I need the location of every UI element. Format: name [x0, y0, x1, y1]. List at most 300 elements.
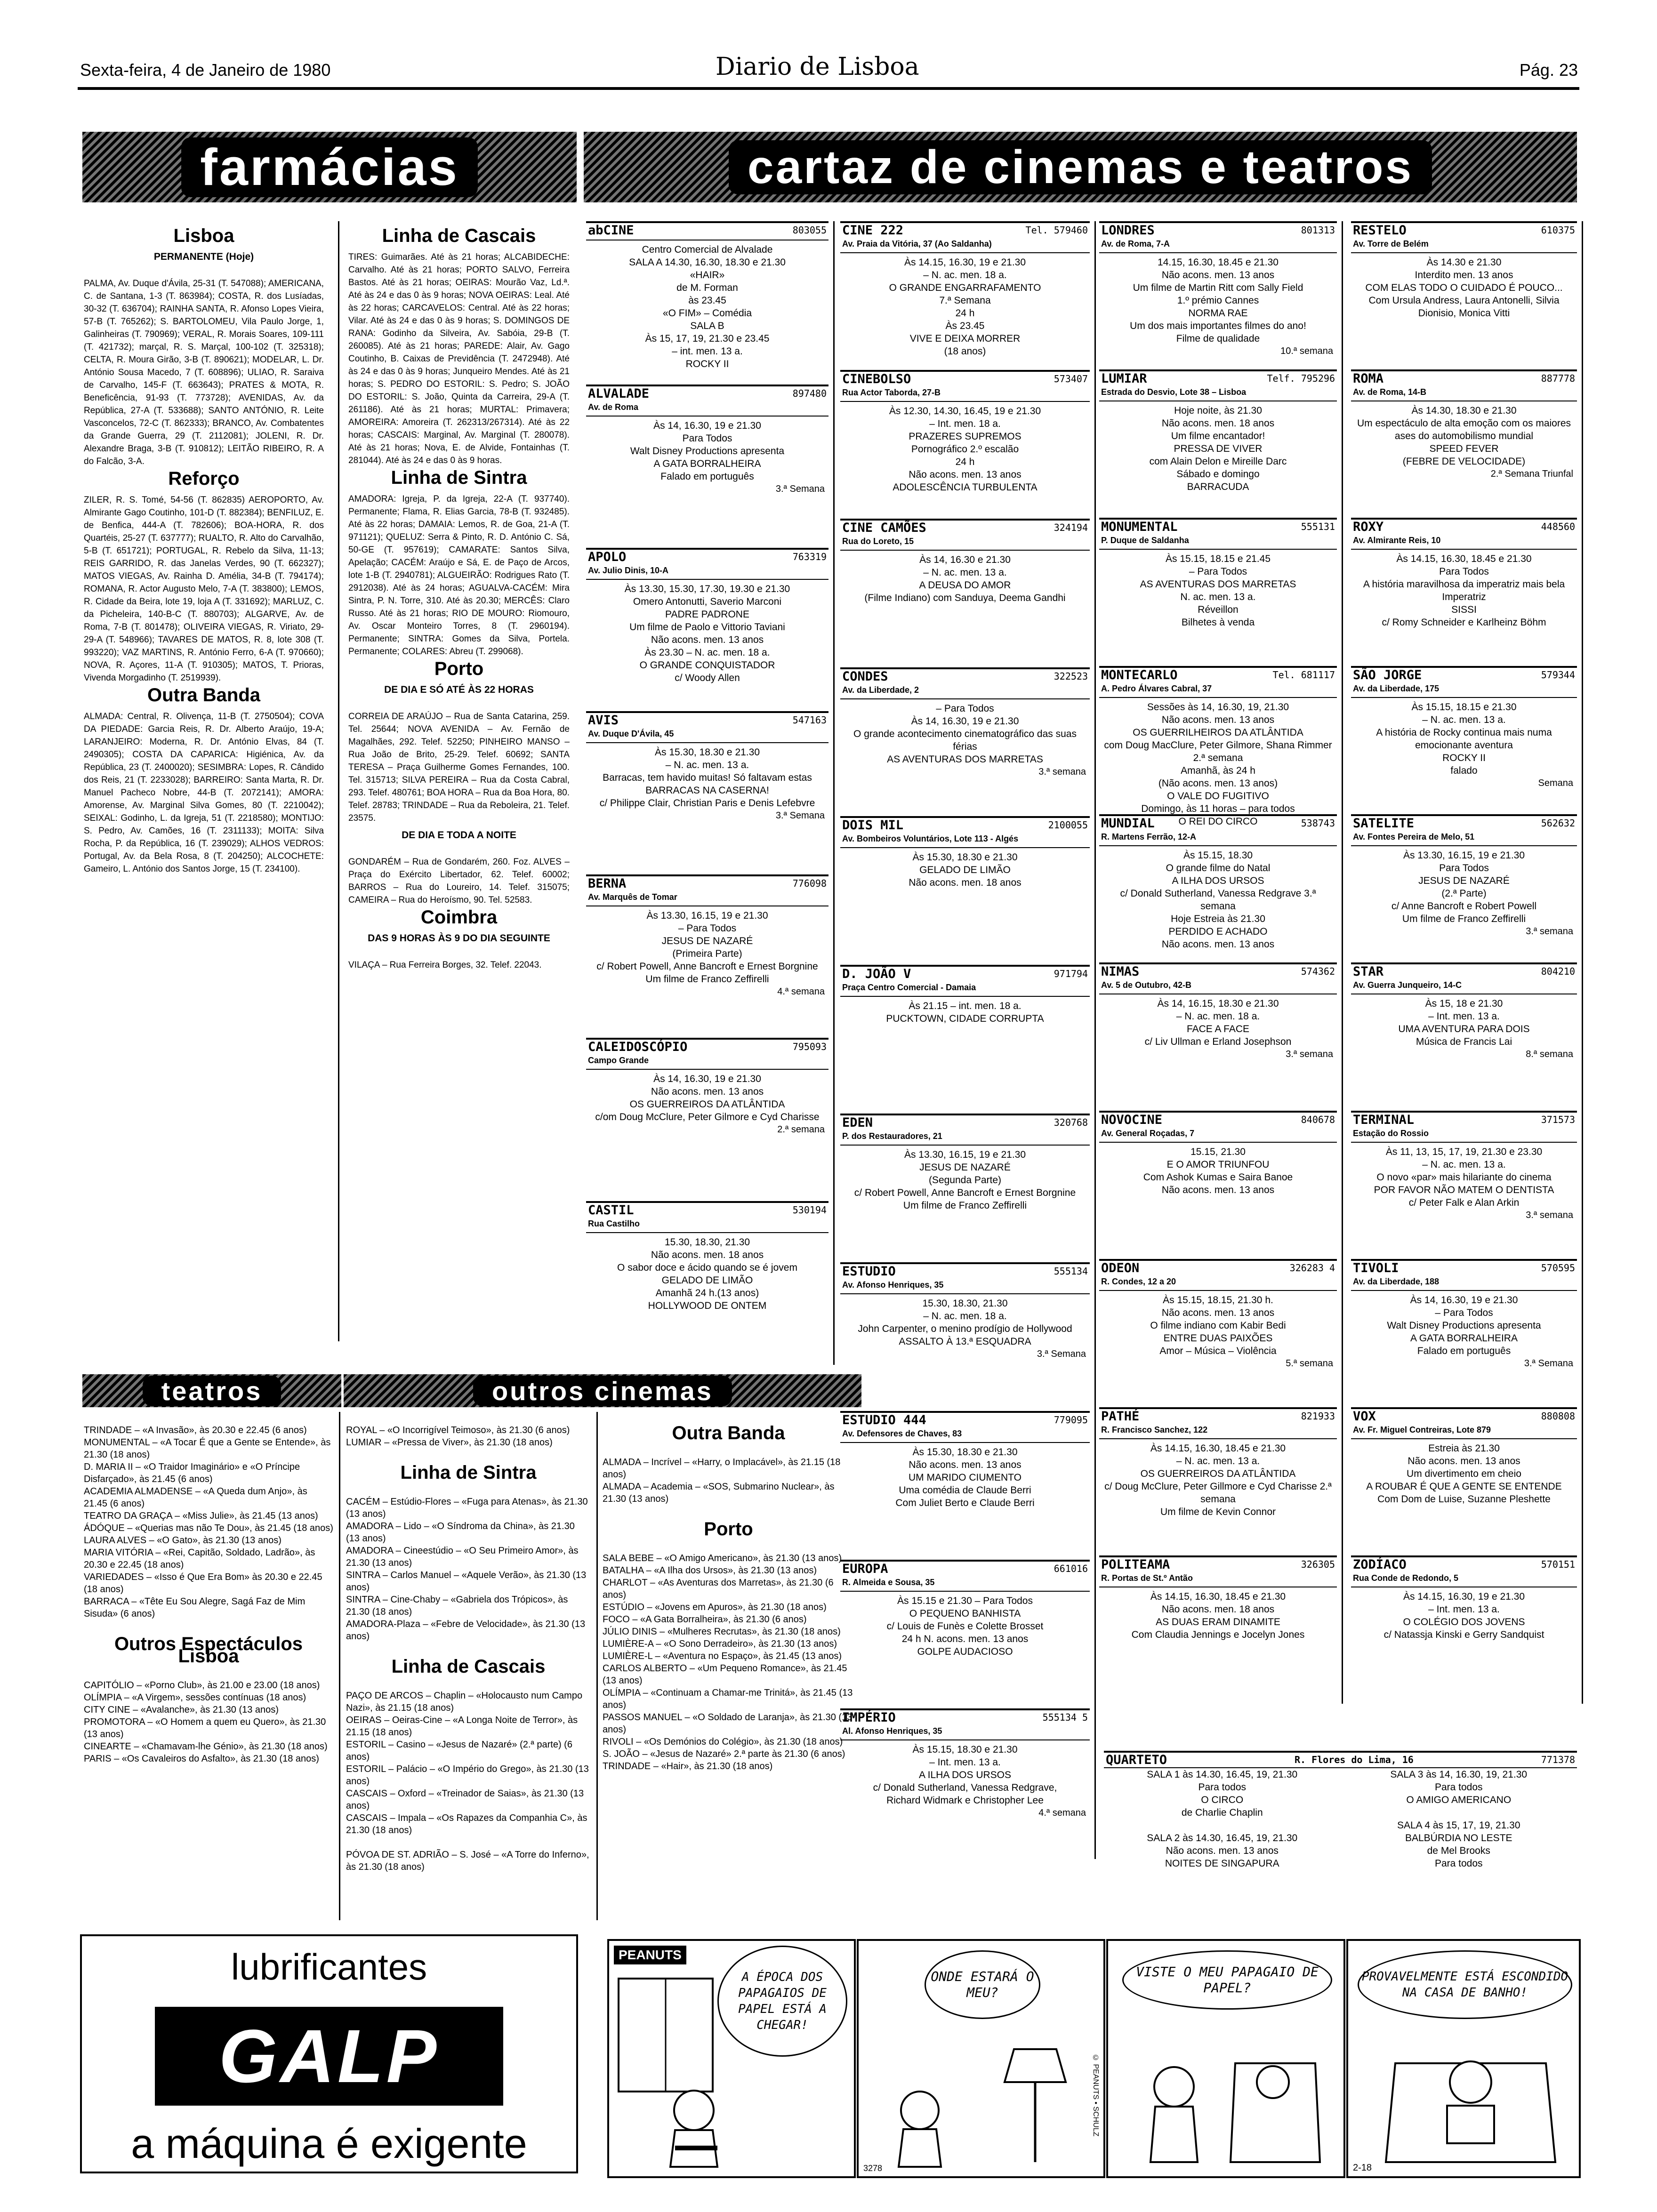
cinema-name-row — [1099, 1557, 1337, 1572]
cinema-listing — [1351, 814, 1577, 961]
cinema-phone: 887778 — [1541, 373, 1575, 384]
cinema-run-week: 3.ª semana — [1526, 926, 1573, 937]
column-divider — [339, 1412, 340, 1920]
cinema-listing — [1351, 1555, 1577, 1702]
cinema-phone: 547163 — [792, 714, 827, 726]
cinema-listing — [1099, 518, 1337, 664]
section-title-cascais: Linha de Cascais — [382, 225, 536, 246]
outros-sintra-list: CACÉM – Estúdio-Flores – «Fuga para Atenas», às 21.30 (13 anos) AMADORA – Lido – «O Síndroma da China», às 21.30 (13 anos) AMADORA – Cineestúdio – «O Seu Primeiro Amor», às 21.30 (13 anos) SINTRA – Carlos Manuel – «Aquele Verão», às 21.30 (13 anos) SINTRA – Cine-Chaby – «Gabriela dos Trópicos», às 21.30 (18 anos) AMADORA-Plaza – «Febre de Velocidade», às 21.30 (13 anos) — [346, 1497, 588, 1642]
cinema-program: Às 14, 16.30, 19 e 21.30 – Para Todos Walt Disney Productions apresenta A GATA BORRALHEIRA Falado em português — [1387, 1295, 1541, 1356]
cinema-program: Às 11, 13, 15, 17, 19, 21.30 e 23.30 – N. ac. men. 13 a. O novo «par» mais hilariante do cinema POR FAVOR NÃO MATEM O DENTISTA c/ Peter Falk e Alan Arkin — [1374, 1146, 1554, 1208]
cinema-listing — [586, 874, 828, 1036]
cinema-name: MONUMENTAL — [1101, 520, 1178, 534]
cinema-name: BERNA — [588, 876, 627, 891]
cinema-run-week: 4.ª semana — [777, 986, 825, 997]
cinema-name-row — [840, 1710, 1090, 1725]
cinema-program: Às 14, 16.15, 18.30 e 21.30 – N. ac. men. 18 a. FACE A FACE c/ Liv Ullman e Erland Josephson — [1144, 998, 1292, 1047]
cinema-name: TERMINAL — [1353, 1113, 1415, 1127]
cinema-name-row — [586, 223, 828, 238]
cinema-listing — [586, 385, 828, 546]
cinema-name: QUARTETO — [1106, 1753, 1167, 1767]
header-date: Sexta-feira, 4 de Janeiro de 1980 — [80, 60, 331, 80]
column-divider — [596, 1412, 598, 1920]
cinema-program: Às 14.15, 16.30, 18.45 e 21.30 – N. ac. men. 13 a. OS GUERREIROS DA ATLÂNTIDA c/ Doug McClure, Peter Gillmore e Cyd Charisse 2.ª semana Um filme de Kevin Connor — [1104, 1443, 1332, 1517]
cinema-address: Av. da Liberdade, 2 — [840, 684, 1090, 699]
speech-bubble: ONDE ESTARÁ O MEU? — [925, 1950, 1040, 2019]
cinema-listing — [840, 370, 1090, 517]
cinema-phone: Tel. 579460 — [1025, 224, 1088, 236]
cinema-address: Rua do Loreto, 15 — [840, 535, 1090, 551]
cinema-name-row — [1351, 520, 1577, 534]
section-title-sintra: Linha de Sintra — [391, 467, 527, 488]
cinema-address: Praça Centro Comercial - Damaia — [840, 981, 1090, 997]
cinema-name-row — [1351, 1113, 1577, 1127]
cinema-address: P. Duque de Saldanha — [1099, 534, 1337, 550]
reforco-list: ZILER, R. S. Tomé, 54-56 (T. 862835) AEROPORTO, Av. Almirante Gago Coutinho, 101-D (T. 882384); BENFILUZ, E. de Benfica, 444-A (T. 782606); BOA-HORA, R. dos Quartéis, 25-27 (T. 637777); RUALTO, R. Alto do Carvalhão, 5-B (T. 651721); PORTUGAL, R. Rebelo da Silva, 11-13; REIS GARRIDO, R. das Janelas Verdes, 90 (T. 662327); MATOS VIEGAS, Av. Rainha D. Amélia, 34-B (T. 794174); ROMANA, R. Actor Augusto Melo, 7-A (T. 383800); LEMOS, R. Cidade da Beira, lote 19, loja A (T. 331692); MARLUZ, C. da Picheleira, 140-B-C (T. 880703); ALGARVE, Av. de Roma, 7-B (T. 801478); OLIVEIRA VIEGAS, R. Viriato, 29-29-A (T. 548966); TAVARES DE MATOS, R. 8, lote 308 (T. 993220); VAZ MARTINS, R. António Ferro, 6-A (T. 970660); NOVA, R. Açores, 11-A (T. 910305); MATOS, T. Prioras, Vivenda Morgadinho (T. 2519939). — [84, 495, 324, 683]
speech-bubble: A ÉPOCA DOS PAPAGAIOS DE PAPEL ESTÁ A CHEGAR! — [717, 1946, 847, 2057]
comic-title: PEANUTS — [614, 1946, 686, 1964]
outros-lisboa-list: ROYAL – «O Incorrigível Teimoso», às 21.30 (6 anos) LUMIAR – «Pressa de Viver», às 21.30 (18 anos) — [346, 1425, 570, 1448]
cinema-name: APOLO — [588, 550, 627, 564]
cinema-address: R. Francisco Sanchez, 122 — [1099, 1424, 1337, 1439]
ad-headline: lubrificantes — [231, 1946, 427, 1988]
cinema-name: D. JOÃO V — [842, 967, 911, 981]
cinema-listing — [586, 1201, 828, 1362]
cinema-listing — [1351, 221, 1577, 368]
cinema-listing — [840, 1411, 1090, 1558]
cinema-name: VOX — [1353, 1409, 1376, 1424]
cinema-name: CINEBOLSO — [842, 372, 911, 386]
cinema-phone: 555134 5 — [1042, 1712, 1088, 1723]
cinema-name-row — [1099, 668, 1337, 682]
cinema-phone: 971794 — [1054, 968, 1088, 979]
cinema-name-row — [1099, 816, 1337, 831]
porto-subtitle: DE DIA E SÓ ATÉ ÀS 22 HORAS — [384, 684, 534, 695]
comic-panel-3 — [1106, 1939, 1345, 2178]
cinema-phone: 573407 — [1054, 373, 1088, 385]
cinema-listing — [1351, 1111, 1577, 1257]
cinema-listing — [1099, 814, 1337, 961]
cinema-address: Av. Fontes Pereira de Melo, 51 — [1351, 831, 1577, 846]
cinema-address: Campo Grande — [586, 1054, 828, 1070]
outros-porto-title: Porto — [704, 1519, 753, 1539]
cinema-name-row — [586, 386, 828, 401]
cinema-name-row — [1351, 1557, 1577, 1572]
outros-cascais-list: PAÇO DE ARCOS – Chaplin – «Holocausto num Campo Nazi», às 21.15 (18 anos) OEIRAS – Oeiras-Cine – «A Longa Noite de Terror», às 21.15 (18 anos) ESTORIL – Casino – «Jesus de Nazaré» (2.ª parte) (6 anos) ESTORIL – Palácio – «O Império do Grego», às 21.30 (13 anos) CASCAIS – Oxford – «Treinador de Saias», às 21.30 (13 anos) CASCAIS – Impala – «Os Rapazes da Companhia C», às 21.30 (18 anos) PÓVOA DE ST. ADRIÃO – S. José – «A Torre do Inferno», às 21.30 (18 anos) — [346, 1691, 589, 1872]
cinema-run-week: 3.ª Semana — [1037, 1349, 1086, 1359]
cinema-address: Av. Torre de Belém — [1351, 238, 1577, 253]
page-number: Pág. 23 — [1519, 60, 1578, 80]
cinema-program: – Para Todos Às 14, 16.30, 19 e 21.30 O grande acontecimento cinematográfico das suas férias AS AVENTURAS DOS MARRETAS — [853, 703, 1077, 765]
cinema-address: A. Pedro Álvares Cabral, 37 — [1099, 682, 1337, 698]
cinema-listing — [1351, 666, 1577, 812]
cinema-address: Av. Defensores de Chaves, 83 — [840, 1427, 1090, 1443]
cinema-name: RESTELO — [1353, 223, 1407, 238]
cinema-listing — [586, 221, 828, 383]
cinema-phone: 579344 — [1541, 669, 1575, 681]
lisboa-list: PALMA, Av. Duque d'Ávila, 25-31 (T. 547088); AMERICANA, C. de Santana, 1-3 (T. 863984); COSTA, R. dos Lusíadas, 30-32 (T. 636704); RAINHA SANTA, R. Afonso Lopes Vieira, 57-B (T. 765262); S. BARTOLOMEU, Vila Paulo Jorge, 1, Galinheiras (T. 790969); VERAL, R. Morais Soares, 109-111 (T. 421732); marçal, R. S. Marçal, 100-102 (T. 325318); CELTA, R. Moura Girão, 3-B (T. 890621); MODELAR, L. Dr. António Sousa Macedo, 7 (T. 608896); ULIAO, R. Saraiva de Carvalho, 145-F (T. 663643); PRATES & MOTA, R. Beneficência, 91-93 (T. 773728); AVENIDAS, Av. da República, 27-A (T. 533688); SANTO ANTÓNIO, R. Leite Vasconcelos, 72-C (T. 862333); BRANCO, Av. Combatentes da Grande Guerra, 29 (T. 2112081); JOLENI, R. Dr. Alexandre Braga, 3-B (T. 910812); LEITÃO RIBEIRO, R. A do Falcão, 3-A. — [84, 279, 324, 466]
cinema-phone: 795093 — [792, 1041, 827, 1052]
cinema-phone: 897480 — [792, 388, 827, 399]
cinema-program: Às 13.30, 16.15, 19 e 21.30 – Para Todos JESUS DE NAZARÉ (Primeira Parte) c/ Robert Powell, Anne Bancroft e Ernest Borgnine Um filme de Franco Zeffirelli — [596, 910, 818, 985]
cinema-name-row — [840, 223, 1090, 238]
cinema-address: Av. Marquês de Tomar — [586, 891, 828, 906]
cinema-run-week: 3.ª Semana — [775, 810, 825, 821]
cinema-name: SÃO JORGE — [1353, 668, 1422, 682]
outros-cinemas-banner: outros cinemas — [344, 1374, 861, 1407]
cinema-name-row — [1351, 668, 1577, 682]
galp-logo: GALP — [155, 2007, 503, 2106]
cinema-address: Av. Bombeiros Voluntários, Lote 113 - Algés — [840, 833, 1090, 848]
column-divider — [1342, 221, 1343, 1704]
cinema-run-week: 3.ª semana — [1526, 1210, 1573, 1220]
cinema-listing — [1351, 369, 1577, 516]
cinema-name-row — [840, 1562, 1090, 1576]
cinema-phone: 2100055 — [1048, 819, 1088, 831]
cinema-name: SATELITE — [1353, 816, 1415, 831]
cinema-name: CASTIL — [588, 1203, 634, 1218]
cinema-program: Às 12.30, 14.30, 16.45, 19 e 21.30 – Int. men. 18 a. PRAZERES SUPREMOS Pornográfico 2.º escalão 24 h Não acons. men. 13 anos ADOLESCÊNCIA TURBULENTA — [889, 406, 1041, 493]
cinema-phone: 570151 — [1541, 1559, 1575, 1570]
cinema-address: Av. Praia da Vitória, 37 (Ao Saldanha) — [840, 238, 1090, 253]
cinema-address: Av. Guerra Junqueiro, 14-C — [1351, 979, 1577, 994]
cinema-name: CINE CAMÕES — [842, 521, 926, 535]
cinema-address: Av. Fr. Miguel Contreiras, Lote 879 — [1351, 1424, 1577, 1439]
cinema-program: Hoje noite, às 21.30 Não acons. men. 18 anos Um filme encantador! PRESSA DE VIVER com Alain Delon e Mireille Darc Sábado e domingo BARRACUDA — [1149, 405, 1287, 492]
cinema-name: AVIS — [588, 713, 619, 728]
outros-outra-banda-title: Outra Banda — [672, 1423, 785, 1443]
cinema-program: Às 13.30, 16.15, 19 e 21.30 JESUS DE NAZARÉ (Segunda Parte) c/ Robert Powell, Anne Bancroft e Ernest Borgnine Um filme de Franco Zeffirelli — [854, 1149, 1076, 1211]
cinema-program: Às 14.15, 16.30, 19 e 21.30 – N. ac. men. 18 a. O GRANDE ENGARRAFAMENTO 7.ª Semana 24 h Às 23.45 VIVE E DEIXA MORRER (18 anos) — [889, 257, 1041, 357]
cinema-listing — [1351, 1407, 1577, 1554]
cinema-name: IMPÉRIO — [842, 1710, 896, 1725]
cinema-name: EUROPA — [842, 1562, 888, 1576]
cinema-name-row — [840, 1413, 1090, 1427]
cinema-program: 15.30, 18.30, 21.30 Não acons. men. 18 anos O sabor doce e ácido quando se é jovem GELADO DE LIMÃO Amanhã 24 h.(13 anos) HOLLYWOOD DE ONTEM — [617, 1237, 797, 1311]
cinema-program: Às 15.30, 18.30 e 21.30 GELADO DE LIMÃO Não acons. men. 18 anos — [909, 852, 1022, 888]
cinema-address: Av. de Roma — [586, 401, 828, 417]
cinema-listing — [840, 1114, 1090, 1260]
comic-number: 3278 — [863, 2164, 883, 2173]
cinema-listing — [840, 221, 1090, 368]
outros-porto-list: SALA BEBE – «O Amigo Americano», às 21.30 (13 anos) BATALHA – «A Ilha dos Ursos», às 21.30 (13 anos) CHARLOT – «As Aventuras dos Marretas», às 21.30 (6 anos) ESTÚDIO – «Jovens em Apuros», às 21.30 (18 anos) FOCO – «A Gata Borralheira», às 21.30 (6 anos) JÚLIO DINIS – «Mulheres Recrutas», às 21.30 (18 anos) LUMIÈRE-A – «O Sono Derradeiro», às 21.30 (13 anos) LUMIÈRE-L – «Aventura no Espaço», às 21.45 (13 anos) CARLOS ALBERTO – «Um Pequeno Romance», às 21.45 (13 anos) OLÍMPIA – «Continuam a Chamar-me Trinitá», às 21.45 (13 anos) PASSOS MANUEL – «O Soldado de Laranja», às 21.30 (13 anos) RIVOLI – «Os Demónios do Colégio», às 21.30 (18 anos) S. JOÃO – «Jesus de Nazaré» 2.ª parte às 21.30 (6 anos) TRINDADE – «Hair», às 21.30 (18 anos) — [603, 1553, 853, 1771]
farmacias-banner: farmácias — [82, 132, 577, 202]
cinema-phone: 574362 — [1301, 966, 1335, 977]
cinema-name-row — [586, 713, 828, 728]
cinema-name-row — [1351, 371, 1577, 386]
section-title-outra-banda: Outra Banda — [147, 685, 261, 705]
cinema-program: Às 15.15, 18.30 O grande filme do Natal A ILHA DOS URSOS c/ Donald Sutherland, Vanessa Redgrave 3.ª semana Hoje Estreia às 21.30 PERDIDO E ACHADO Não acons. men. 13 anos — [1120, 850, 1316, 950]
cinema-listing — [1099, 1111, 1337, 1257]
cinema-name: MUNDIAL — [1101, 816, 1155, 831]
cinema-listing — [586, 1038, 828, 1199]
cinema-address: R. Condes, 12 a 20 — [1099, 1275, 1337, 1291]
cinema-phone: 538743 — [1301, 817, 1335, 829]
quarteto-rooms-left: SALA 1 às 14.30, 16.45, 19, 21.30 Para todos O CIRCO de Charlie Chaplin SALA 2 às 14.30, 16.45, 19, 21.30 Não acons. men. 13 anos NOITES DE SINGAPURA — [1147, 1769, 1298, 1869]
sintra-list: AMADORA: Igreja, P. da Igreja, 22-A (T. 937740). Permanente; Flama, R. Elias Garcia, 78-B (T. 932485). Até às 22 horas; DAMAIA: Lemos, R. de Goa, 21-A (T. 971121); QUELUZ: Serra & Pinto, R. D. António C. Sá, 50-GE (T. 957619); CAMARATE: Santos Silva, Apelação; CACÉM: Araújo e Sá, E. de Paço de Arcos, lote 1-B (T. 2940781); ALGUEIRÃO: Rodrigues Rato (T. 2912038). Até às 24 horas; AGUALVA-CACÉM: Mira Sintra, P. N. Torre, 310. Até às 20.30; MERCÊS: Claro Russo. Até às 21 horas; RIO DE MOURO: Riomouro, Av. Oscar Monteiro Torres, 8 (T. 2960194). Permanente; SINTRA: Gomes da Silva, Portela. Permanente; COLARES: Abreu (T. 299068). — [348, 494, 570, 657]
speech-bubble: VISTE O MEU PAPAGAIO DE PAPEL? — [1122, 1950, 1332, 2010]
outros-column-right — [603, 1412, 854, 1925]
section-title-lisboa: Lisboa — [173, 225, 234, 246]
cinema-name-row — [1099, 371, 1337, 386]
cinema-phone: 555134 — [1054, 1266, 1088, 1277]
cinema-address: R. Martens Ferrão, 12-A — [1099, 831, 1337, 846]
cinema-phone: 324194 — [1054, 522, 1088, 533]
cinema-run-week: 3.ª Semana — [775, 484, 825, 494]
cinema-phone: 530194 — [792, 1204, 827, 1216]
cinema-phone: 371573 — [1541, 1114, 1575, 1125]
column-divider — [1094, 221, 1096, 1859]
cinema-phone: 801313 — [1301, 224, 1335, 236]
cinema-listing — [1099, 962, 1337, 1109]
cinema-address: Rua Castilho — [586, 1218, 828, 1233]
cinema-program: Às 15.30, 18.30 e 21.30 Não acons. men. 13 anos UM MARIDO CIUMENTO Uma comédia de Claude Berri Com Juliet Berto e Claude Berri — [895, 1447, 1035, 1508]
cinema-name-row — [1099, 223, 1337, 238]
comic-credit: © PEANUTS • SCHULZ — [1092, 2054, 1100, 2137]
cinema-program: Às 15.15, 18.30 e 21.30 – Int. men. 13 a. A ILHA DOS URSOS c/ Donald Sutherland, Vanessa Redgrave, Richard Widmark e Christopher Lee — [873, 1744, 1057, 1806]
cinema-address: R. Flores do Lima, 16 — [1294, 1754, 1414, 1765]
cinema-program: Às 14.15, 16.30, 18.45 e 21.30 Para Todos A história maravilhosa da imperatriz mais bela Imperatriz SISSI c/ Romy Schneider e Karlheinz Böhm — [1363, 553, 1565, 628]
cinema-phone: 776098 — [792, 878, 827, 889]
cinema-program: Às 15, 18 e 21.30 – Int. men. 13 a. UMA AVENTURA PARA DOIS Música de Francis Lai — [1398, 998, 1530, 1047]
cinema-listing — [1099, 1555, 1337, 1702]
cinema-name-row — [1099, 1261, 1337, 1275]
cinema-phone: 804210 — [1541, 966, 1575, 977]
comic-date: 2-18 — [1353, 2163, 1372, 2173]
cinema-quarteto — [1104, 1751, 1577, 1941]
cinema-program: 15.30, 18.30, 21.30 – N. ac. men. 18 a. John Carpenter, o menino prodígio de Hollywood ASSALTO À 13.ª ESQUADRA — [858, 1298, 1072, 1347]
cinema-name-row — [1351, 223, 1577, 238]
comic-panel-1 — [607, 1939, 856, 2178]
section-title-reforco: Reforço — [168, 468, 240, 489]
cinema-name: TIVOLI — [1353, 1261, 1399, 1275]
cinema-name: STAR — [1353, 964, 1384, 979]
porto-list-2: GONDARÉM – Rua de Gondarém, 260. Foz. ALVES – Praça do Exército Libertador, 62. Telef. 60002; BARROS – Rua do Loureiro, 14. Telef. 315075; CAMEIRA – Rua do Heroísmo, 90. Tel. 52583. — [348, 857, 570, 905]
cinema-address: Av. Duque D'Ávila, 45 — [586, 728, 828, 743]
cinema-address: Av. Afonso Henriques, 35 — [840, 1279, 1090, 1294]
cinema-name-row — [586, 550, 828, 564]
cinema-name: ESTUDIO — [842, 1264, 896, 1279]
cinema-phone: 326283 4 — [1289, 1262, 1335, 1274]
cinema-listing — [840, 1262, 1090, 1409]
cinema-listing — [840, 1708, 1090, 1855]
cinema-address: Al. Afonso Henriques, 35 — [840, 1725, 1090, 1740]
comic-panel-4 — [1346, 1939, 1581, 2178]
ad-slogan: a máquina é exigente — [131, 2120, 527, 2167]
cinema-address: Rua Conde de Redondo, 5 — [1351, 1572, 1577, 1587]
cinema-program: Às 21.15 – int. men. 18 a. PUCKTOWN, CIDADE CORRUPTA — [886, 1001, 1044, 1024]
cinema-name-row — [840, 372, 1090, 386]
cinema-address: Av. de Roma, 7-A — [1099, 238, 1337, 253]
cinema-program: Às 14, 16.30, 19 e 21.30 Para Todos Walt Disney Productions apresenta A GATA BORRALHEIRA Falado em português — [630, 420, 785, 482]
cinema-listing — [1099, 221, 1337, 368]
cinema-phone: 763319 — [792, 551, 827, 562]
section-title-porto: Porto — [434, 658, 484, 679]
cinema-name: NOVOCINE — [1101, 1113, 1163, 1127]
header-rule — [78, 87, 1579, 90]
cinema-name: ROMA — [1353, 371, 1384, 386]
cinema-name: ESTUDIO 444 — [842, 1413, 926, 1427]
cinema-program: Às 14.15, 16.30, 18.45 e 21.30 Não acons. men. 18 anos AS DUAS ERAM DINAMITE Com Claudia Jennings e Jocelyn Jones — [1131, 1591, 1305, 1640]
cinema-phone: 610375 — [1541, 224, 1575, 236]
cinema-name-row — [1351, 1261, 1577, 1275]
cinema-name-row — [840, 669, 1090, 684]
cinema-listing — [1351, 962, 1577, 1109]
cinema-name-row — [1351, 1409, 1577, 1424]
cinema-name: ALVALADE — [588, 386, 650, 401]
cinema-address: Av. Julio Dinis, 10-A — [586, 564, 828, 580]
cinema-program: Às 13.30, 15.30, 17.30, 19.30 e 21.30 Omero Antonutti, Saverio Marconi PADRE PADRONE Um filme de Paolo e Vittorio Taviani Não acons. men. 13 anos Às 23.30 – N. ac. men. 18 a. O GRANDE CONQUISTADOR c/ Woody Allen — [624, 584, 790, 683]
cinema-name-row — [1099, 964, 1337, 979]
girl-in-chair-drawing — [1348, 1941, 1579, 2176]
cinema-run-week: 3.ª Semana — [1524, 1358, 1573, 1369]
porto-subtitle-2: DE DIA E TODA A NOITE — [402, 830, 516, 841]
cinema-listing — [586, 711, 828, 873]
outros-espectaculos-title: Outros Espectáculos Lisboa — [114, 1634, 303, 1667]
cinema-program: 14.15, 16.30, 18.45 e 21.30 Não acons. men. 13 anos Um filme de Martin Ritt com Sally Field 1.º prémio Cannes NORMA RAE Um dos mais importantes filmes do ano! Filme de qualidade — [1130, 257, 1306, 344]
cinema-listing — [840, 519, 1090, 665]
outros-cascais-title: Linha de Cascais — [391, 1656, 546, 1677]
permanente-label: PERMANENTE (Hoje) — [153, 251, 254, 262]
teatros-list: TRINDADE – «A Invasão», às 20.30 e 22.45 (6 anos) MONUMENTAL – «A Tocar É que a Gente se Entende», às 21.30 (18 anos) D. MARIA II – «O Traidor Imaginário» e «O Príncipe Disfarçado», às 21.45 (6 anos) ACADEMIA ALMADENSE – «A Queda dum Anjo», às 21.45 (6 anos) TEATRO DA GRAÇA – «Miss Julie», às 21.45 (13 anos) ÁDÓQUE – «Querias mas não Te Dou», às 21.45 (18 anos) LAURA ALVES – «O Gato», às 21.30 (13 anos) MARIA VITÓRIA – «Rei, Capitão, Soldado, Ladrão», às 20.30 e 22.45 (18 anos) VARIEDADES – «Isso é Que Era Bom» às 20.30 e 22.45 (18 anos) BARRACA – «Tête Eu Sou Alegre, Sagá Faz de Mim Sisuda» (6 anos) — [84, 1425, 333, 1619]
cinema-name: abCINE — [588, 223, 634, 238]
cinema-program: Às 13.30, 16.15, 19 e 21.30 Para Todos JESUS DE NAZARÉ (2.ª Parte) c/ Anne Bancroft e Robert Powell Um filme de Franco Zeffirelli — [1391, 850, 1537, 924]
outra-banda-list: ALMADA: Central, R. Olivença, 11-B (T. 2750504); COVA DA PIEDADE: Garcia Reis, R. Dr. Alberto Araújo, 19-A; LARANJEIRO: Moderna, R. Dr. António Elvas, 84 (T. 2490305); COSTA DA CAPARICA: Higiénica, Av. da República, 23 (T. 2400020); SESIMBRA: Lopes, R. Cândido dos Reis, 21 (T. 2233028); BARREIRO: Santa Marta, R. Dr. Manuel Pacheco Nobre, 44-B (T. 2072141); AMORA: Amorense, Av. Marginal Silva Gomes, 80 (T. 2210042); SEIXAL: Godinho, L. da Igreja, 51 (T. 2218580); MONTIJO: S. Pedro, Av. Camões, 16 (T. 2311133); MOITA: Silva Rocha, P. da República, 16 (T. 239029); ALHOS VEDROS: Portugal, Av. da Bela Rosa, 8 (T. 204250); ALCOCHETE: Gameiro, L. António dos Santos Jorge, 15 (T. 234100). — [84, 712, 324, 874]
column-divider — [833, 221, 835, 1365]
cinema-address: Estação do Rossio — [1351, 1127, 1577, 1143]
cinema-phone: 322523 — [1054, 671, 1088, 682]
cinema-phone: 803055 — [792, 224, 827, 236]
cinema-run-week: Semana — [1538, 778, 1573, 788]
cinema-phone: Tel. 681117 — [1272, 669, 1335, 681]
cinema-listing — [1351, 518, 1577, 664]
column-divider — [338, 221, 339, 1341]
cinema-listing — [840, 965, 1090, 1112]
cinema-program: Às 14.15, 16.30, 19 e 21.30 – Int. men. 13 a. O COLÉGIO DOS JOVENS c/ Natassja Kinski e Gerry Sandquist — [1384, 1591, 1544, 1640]
cinema-run-week: 10.ª semana — [1280, 346, 1333, 356]
cinema-name-row — [840, 521, 1090, 535]
cinema-name-row — [586, 1040, 828, 1054]
cinema-name-row — [1104, 1753, 1577, 1767]
pharmacy-column-left — [84, 226, 324, 1337]
cinema-name: ZODÍACO — [1353, 1557, 1407, 1572]
cinema-address: Estrada do Desvio, Lote 38 – Lisboa — [1099, 386, 1337, 401]
cinema-program: Sessões às 14, 16.30, 19, 21.30 Não acons. men. 13 anos OS GUERRILHEIROS DA ATLÂNTIDA com Doug MacClure, Peter Gilmore, Shana Rimmer 2.ª semana Amanhã, às 24 h (Não acons. men. 13 anos) O VALE DO FUGITIVO Domingo, às 11 horas – para todos O REI DO CIRCO — [1104, 702, 1332, 827]
cinema-address: R. Almeida e Sousa, 35 — [840, 1576, 1090, 1592]
cinema-name-row — [1099, 520, 1337, 534]
cinema-name-row — [840, 1115, 1090, 1130]
cinema-name-row — [840, 967, 1090, 981]
cinema-address: Av. General Roçadas, 7 — [1099, 1127, 1337, 1143]
cinema-address: Av. da Liberdade, 175 — [1351, 682, 1577, 698]
cinema-name: CINE 222 — [842, 223, 904, 238]
galp-advertisement — [80, 1934, 578, 2173]
cinema-program: Às 14, 16.30, 19 e 21.30 Não acons. men. 13 anos OS GUERREIROS DA ATLÂNTIDA c/om Doug McClure, Peter Gilmore e Cyd Charisse — [595, 1074, 820, 1122]
cinema-phone: 661016 — [1054, 1563, 1088, 1574]
cinema-name: CONDES — [842, 669, 888, 684]
cinema-listing — [586, 548, 828, 709]
cinema-phone: 326305 — [1301, 1559, 1335, 1570]
cinema-run-week: 2.ª Semana Triunfal — [1490, 469, 1573, 479]
cinema-name: PATHÉ — [1101, 1409, 1140, 1424]
comic-panel-2 — [857, 1939, 1105, 2178]
cinema-name: CALEIDOSCÓPIO — [588, 1040, 688, 1054]
lamp-scene-drawing — [859, 1941, 1103, 2176]
cinema-listing — [840, 1560, 1090, 1707]
cinema-name-row — [1351, 964, 1577, 979]
cinema-name: ROXY — [1353, 520, 1384, 534]
cinema-name: MONTECARLO — [1101, 668, 1178, 682]
outros-column-middle — [346, 1412, 591, 1925]
cinema-phone: 821933 — [1301, 1411, 1335, 1422]
newspaper-masthead: Diario de Lisboa — [716, 53, 919, 81]
cinema-name-row — [1099, 1113, 1337, 1127]
cinema-address: P. dos Restauradores, 21 — [840, 1130, 1090, 1146]
cinema-name: POLITEAMA — [1101, 1557, 1170, 1572]
cinema-phone: 840678 — [1301, 1114, 1335, 1125]
speech-bubble: PROVAVELMENTE ESTÁ ESCONDIDO NA CASA DE BANHO! — [1358, 1950, 1572, 2019]
outros-espectaculos-list: CAPITÓLIO – «Porno Club», às 21.00 e 23.00 (18 anos) OLÍMPIA – «A Virgem», sessões contínuas (18 anos) CITY CINE – «Avalanche», às 21.30 (13 anos) PROMOTORA – «O Homem a quem eu Quero», às 21.30 (13 anos) CINEARTE – «Chamavam-lhe Génio», às 21.30 (18 anos) PARIS – «Os Cavaleiros do Asfalto», às 21.30 (18 anos) — [84, 1680, 328, 1764]
cinema-name: LONDRES — [1101, 223, 1155, 238]
cinema-program: Às 15.30, 18.30 e 21.30 – N. ac. men. 13 a. Barracas, tem havido muitas! Só faltavam estas BARRACAS NA CASERNA! c/ Philippe Clair, Christian Paris e Denis Lefebvre — [599, 747, 815, 809]
cinema-name-row — [586, 876, 828, 891]
teatros-banner: teatros — [82, 1374, 341, 1407]
cinema-program: Às 15.15, 18.15, 21.30 h. Não acons. men. 13 anos O filme indiano com Kabir Bedi ENTRE DUAS PAIXÕES Amor – Música – Violência — [1150, 1295, 1286, 1356]
coimbra-subtitle: DAS 9 HORAS ÀS 9 DO DIA SEGUINTE — [368, 933, 550, 944]
pharmacy-column-right — [348, 226, 570, 1337]
cinema-address: Av. 5 de Outubro, 42-B — [1099, 979, 1337, 994]
cinema-run-week: 8.ª semana — [1526, 1049, 1573, 1059]
cinema-run-week: 3.ª semana — [1286, 1049, 1333, 1059]
cinema-name: DOIS MIL — [842, 818, 904, 833]
cinema-phone: 555131 — [1301, 521, 1335, 532]
armchair-scene-drawing — [1108, 1941, 1343, 2176]
charlie-brown-drawing — [609, 1941, 854, 2176]
cinema-listing — [1099, 1259, 1337, 1405]
cinema-program: Centro Comercial de Alvalade SALA A 14.30, 16.30, 18.30 e 21.30 «HAIR» de M. Forman às 23.45 «O FIM» – Comédia SALA B Às 15, 17, 19, 21.30 e 23.45 – int. men. 13 a. ROCKY II — [629, 244, 786, 369]
cinema-name: ODEON — [1101, 1261, 1140, 1275]
cinema-address: Av. Almirante Reis, 10 — [1351, 534, 1577, 550]
cinema-address: Rua Actor Taborda, 27-B — [840, 386, 1090, 402]
cinema-listing — [840, 667, 1090, 814]
cinema-listing — [1351, 1259, 1577, 1405]
cinema-program: Às 15.15, 18.15 e 21.30 – N. ac. men. 13 a. A história de Rocky continua mais numa emocionante aventura ROCKY II falado — [1376, 702, 1552, 776]
cinema-program: Às 14, 16.30 e 21.30 – N. ac. men. 13 a. A DEUSA DO AMOR (Filme Indiano) com Sanduya, Deema Gandhi — [864, 554, 1066, 603]
cinema-program: Às 15.15 e 21.30 – Para Todos O PEQUENO BANHISTA c/ Louis de Funès e Colette Brosset 24 h N. acons. men. 13 anos GOLPE AUDACIOSO — [886, 1595, 1044, 1657]
cinema-name: EDEN — [842, 1115, 873, 1130]
cinema-address: Av. de Roma, 14-B — [1351, 386, 1577, 401]
column-divider — [1582, 221, 1583, 1704]
cinema-listing — [840, 816, 1090, 963]
cinema-address — [586, 238, 828, 240]
cinema-phone: 570595 — [1541, 1262, 1575, 1274]
coimbra-list: VILAÇA – Rua Ferreira Borges, 32. Telef. 22043. — [348, 960, 542, 970]
cinema-program: Estreia às 21.30 Não acons. men. 13 anos Um divertimento em cheio A ROUBAR É QUE A GENTE SE ENTENDE Com Dom de Luise, Suzanne Pleshette — [1366, 1443, 1562, 1505]
outros-outra-banda-list: ALMADA – Incrível – «Harry, o Implacável», às 21.15 (18 anos) ALMADA – Academia – «SOS, Submarino Nuclear», às 21.30 (13 anos) — [603, 1457, 841, 1504]
cinema-run-week: 2.ª semana — [777, 1124, 825, 1135]
porto-list: CORREIA DE ARAÚJO – Rua de Santa Catarina, 259. Tel. 25644; NOVA AVENIDA – Av. Fernão de Magalhães, 292. Telef. 52250; PINHEIRO MANSO – Rua João de Brito, 25-29. Telef. 60692; SANTA TERESA – Praça Guilherme Gomes Fernandes, 100. Tel. 315713; SILVA PEREIRA – Rua da Costa Cabral, 293. Telef. 480761; BOA HORA – Rua da Boa Hora, 80. Telef. 28783; TRINDADE – Rua da Reboleira, 21. Telef. 23575. — [348, 712, 570, 823]
cinema-name-row — [840, 818, 1090, 833]
cinema-run-week: 4.ª semana — [1038, 1808, 1086, 1818]
cascais-list: TIRES: Guimarães. Até às 21 horas; ALCABIDECHE: Carvalho. Até às 21 horas; PORTO SALVO, Ferreira Bastos. Até às 21 horas; OEIRAS: Mourão Vaz, Ld.ª. Até às 24 e das 0 às 9 horas; NOVA OEIRAS: Leal. Até às 22 horas; CARCAVELOS: Central. Até às 22 horas; Vilar. Até às 24 e das 0 às 9 horas; S. DOMINGOS DE RANA: Godinho da Silveira, Av. Sabóia, 29-B (T. 260085). Até às 21 horas; PAREDE: Alair, Av. Gago Coutinho, B. Caixas de Previdência (T. 2472948). Até às 24 e das 0 às 9 horas; Junqueiro Mendes. Até às 21 horas; S. PEDRO DO ESTORIL: S. Pedro; S. JOÃO DO ESTORIL: S. João, Quinta da Carreira, 29-A (T. 261186). Até às 21 horas; MURTAL: Primavera; AMOREIRA: Amoreira (T. 262313/267314). Até às 22 horas; CASCAIS: Marginal, Av. Marginal (T. 280078). Até às 21 horas; Nova, E. de Alvide, Fontainhas (T. 281044). Até às 24 e das 0 às 9 horas. — [348, 252, 570, 465]
cinema-name: LUMIAR — [1101, 371, 1147, 386]
cinema-name-row — [586, 1203, 828, 1218]
cinema-name-row — [840, 1264, 1090, 1279]
cinema-phone: 562632 — [1541, 817, 1575, 829]
cinema-listing — [1099, 1407, 1337, 1554]
cinema-phone: 448560 — [1541, 521, 1575, 532]
cinema-run-week: 3.ª semana — [1038, 767, 1086, 777]
